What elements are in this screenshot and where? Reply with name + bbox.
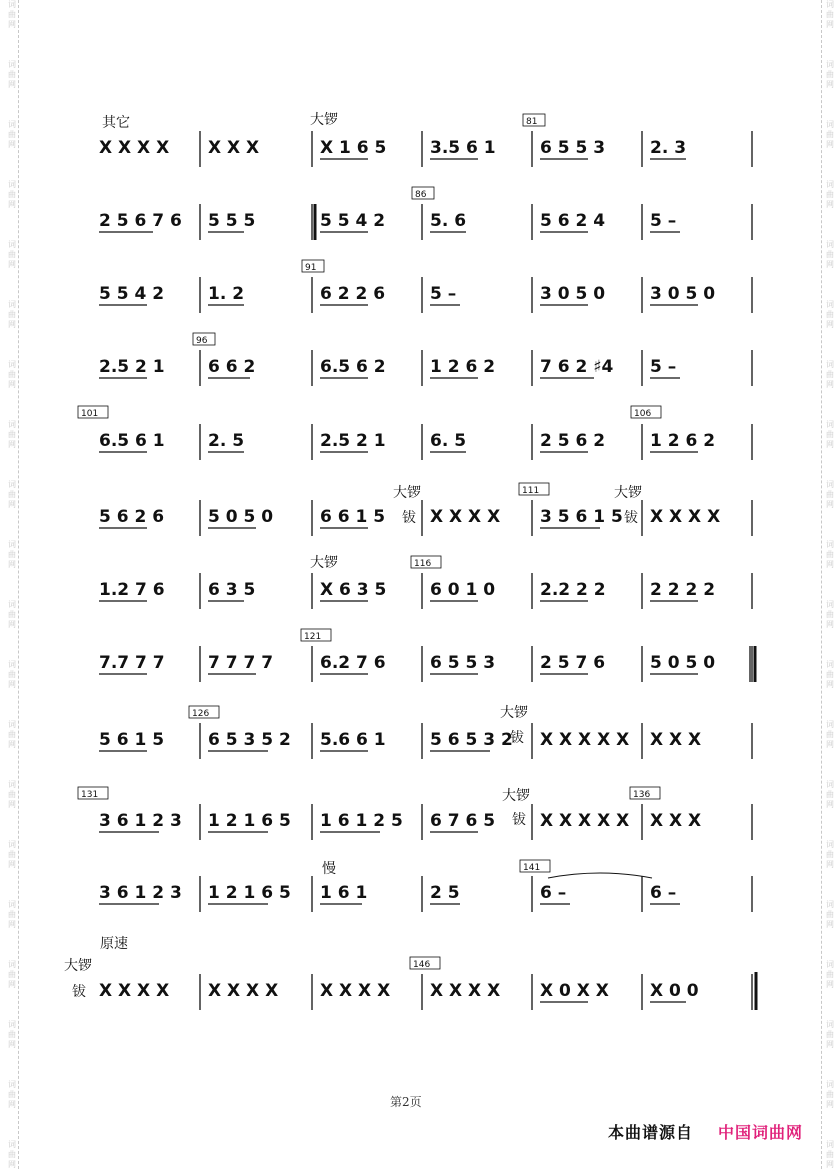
measure-notes: 6 – [650, 883, 677, 903]
instrument-mark-cymbal: 钹 [72, 984, 86, 1000]
source-site-link[interactable]: 中国词曲网 [718, 1123, 804, 1142]
right-watermark-text: 词 曲 网 [826, 720, 834, 749]
instrument-mark-gong: 大锣 [500, 705, 528, 721]
measure-notes: 5 5 4 2 [99, 284, 165, 304]
measure-notes: 6 5 5 3 [430, 653, 496, 673]
measure-notes: 5 5 5 [208, 211, 256, 231]
right-watermark-text: 词 曲 网 [826, 780, 834, 809]
instrument-mark-gong: 大锣 [614, 485, 642, 501]
measure-notes: 1. 2 [208, 284, 245, 304]
left-watermark-text: 词 曲 网 [8, 360, 16, 389]
measure-notes: X X X [208, 138, 260, 158]
measure-notes: 6 5 3 5 2 [208, 730, 291, 750]
measure-notes: 2. 5 [208, 431, 245, 451]
right-watermark-text: 词 曲 网 [826, 240, 834, 269]
rehearsal-number: 81 [526, 117, 538, 127]
instrument-mark-cymbal: 钹 [510, 730, 524, 746]
measure-notes: X X X [650, 811, 702, 831]
right-watermark-text: 词 曲 网 [826, 1140, 834, 1169]
right-watermark-text: 词 曲 网 [826, 1020, 834, 1049]
rehearsal-number: 141 [523, 863, 541, 873]
measure-notes: 1.2 7 6 [99, 580, 165, 600]
measure-notes: 6.2 7 6 [320, 653, 386, 673]
measure-notes: 3 0 5 0 [650, 284, 716, 304]
measure-notes: X X X X [650, 507, 721, 527]
left-watermark-text: 词 曲 网 [8, 240, 16, 269]
left-watermark-text: 词 曲 网 [8, 60, 16, 89]
measure-notes: X 1 6 5 [320, 138, 387, 158]
measure-notes: 2 5 6 2 [540, 431, 606, 451]
left-watermark-text: 词 曲 网 [8, 780, 16, 809]
right-watermark-text: 词 曲 网 [826, 360, 834, 389]
measure-notes: 5.6 6 1 [320, 730, 386, 750]
measure-notes: 3 6 1 2 3 [99, 883, 182, 903]
instrument-mark-other: 其它 [102, 115, 130, 131]
left-watermark-text: 词 曲 网 [8, 300, 16, 329]
measure-notes: X X X X [99, 981, 170, 1001]
measure-notes: 2 5 6 7 6 [99, 211, 182, 231]
right-watermark-text: 词 曲 网 [826, 60, 834, 89]
tie-arc [548, 873, 652, 878]
measure-notes: X 6 3 5 [320, 580, 387, 600]
measure-notes: 5 6 5 3 2 [430, 730, 513, 750]
right-watermark-text: 词 曲 网 [826, 840, 834, 869]
measure-notes: 5 – [650, 357, 677, 377]
measure-notes: 1 6 1 2 5 [320, 811, 403, 831]
measure-notes: X X X [650, 730, 702, 750]
measure-notes: 5 6 1 5 [99, 730, 165, 750]
left-watermark-text: 词 曲 网 [8, 1020, 16, 1049]
left-watermark-text: 词 曲 网 [8, 900, 16, 929]
left-watermark-text: 词 曲 网 [8, 480, 16, 509]
left-watermark-text: 词 曲 网 [8, 960, 16, 989]
measure-notes: 6 0 1 0 [430, 580, 496, 600]
measure-notes: 7 6 2 ♯4 [540, 357, 614, 377]
left-watermark-text: 词 曲 网 [8, 1140, 16, 1169]
measure-notes: 2.2 2 2 [540, 580, 606, 600]
measure-notes: 2 2 2 2 [650, 580, 716, 600]
measure-notes: 5 6 2 4 [540, 211, 606, 231]
source-label[interactable]: 本曲谱源自 [608, 1123, 694, 1142]
measure-notes: X X X X X [540, 730, 630, 750]
right-watermark-text: 词 曲 网 [826, 0, 834, 29]
measure-notes: 6 5 5 3 [540, 138, 606, 158]
measure-notes: 3 6 1 2 3 [99, 811, 182, 831]
rehearsal-number: 86 [415, 190, 427, 200]
page-number: 第2页 [390, 1095, 422, 1109]
rehearsal-number: 126 [192, 709, 210, 719]
left-watermark-text: 词 曲 网 [8, 600, 16, 629]
right-watermark-text: 词 曲 网 [826, 960, 834, 989]
instrument-mark-gong: 大锣 [64, 958, 92, 974]
measure-notes: X X X X [99, 138, 170, 158]
measure-notes: 1 2 1 6 5 [208, 811, 291, 831]
measure-notes: 2.5 2 1 [99, 357, 165, 377]
right-watermark-text: 词 曲 网 [826, 300, 834, 329]
rehearsal-number: 116 [414, 559, 432, 569]
right-watermark-text: 词 曲 网 [826, 120, 834, 149]
measure-notes: 6.5 6 1 [99, 431, 165, 451]
measure-notes: 5 – [430, 284, 457, 304]
measure-notes: 1 2 6 2 [430, 357, 496, 377]
tempo-mark-slow: 慢 [322, 861, 336, 877]
instrument-mark-gong: 大锣 [502, 788, 530, 804]
measure-notes: 2.5 2 1 [320, 431, 386, 451]
rehearsal-number: 111 [522, 486, 540, 496]
measure-notes: 6. 5 [430, 431, 467, 451]
measure-notes: 6.5 6 2 [320, 357, 386, 377]
measure-notes: 6 2 2 6 [320, 284, 386, 304]
measure-notes: 6 7 6 5 [430, 811, 496, 831]
instrument-mark-cymbal: 钹 [512, 812, 526, 828]
instrument-mark-gong: 大锣 [310, 112, 338, 128]
left-watermark-text: 词 曲 网 [8, 840, 16, 869]
measure-notes: 5 0 5 0 [650, 653, 716, 673]
measure-notes: 5 – [650, 211, 677, 231]
left-watermark-text: 词 曲 网 [8, 660, 16, 689]
measure-notes: 5 5 4 2 [320, 211, 386, 231]
right-watermark-text: 词 曲 网 [826, 420, 834, 449]
measure-notes: 3.5 6 1 [430, 138, 496, 158]
measure-notes: 1 2 6 2 [650, 431, 716, 451]
left-watermark-text: 词 曲 网 [8, 540, 16, 569]
measure-notes: 7.7 7 7 [99, 653, 165, 673]
measure-notes: 3 5 6 1 5 [540, 507, 623, 527]
rehearsal-number: 101 [81, 409, 99, 419]
measure-notes: 6 6 2 [208, 357, 256, 377]
measure-notes: X X X X [430, 507, 501, 527]
instrument-mark-gong: 大锣 [393, 485, 421, 501]
measure-notes: 6 6 1 5 [320, 507, 386, 527]
measure-notes: 3 0 5 0 [540, 284, 606, 304]
left-watermark-text: 词 曲 网 [8, 0, 16, 29]
rehearsal-number: 91 [305, 263, 317, 273]
measure-notes: 6 3 5 [208, 580, 256, 600]
left-watermark-text: 词 曲 网 [8, 1080, 16, 1109]
measure-notes: X X X X [430, 981, 501, 1001]
left-watermark-text: 词 曲 网 [8, 180, 16, 209]
right-watermark-text: 词 曲 网 [826, 600, 834, 629]
tempo-mark-original: 原速 [100, 936, 128, 952]
measure-notes: 1 6 1 [320, 883, 368, 903]
rehearsal-number: 121 [304, 632, 322, 642]
measure-notes: 2. 3 [650, 138, 687, 158]
left-watermark-text: 词 曲 网 [8, 420, 16, 449]
right-watermark-text: 词 曲 网 [826, 480, 834, 509]
rehearsal-number: 146 [413, 960, 431, 970]
measure-notes: 7 7 7 7 [208, 653, 274, 673]
left-watermark-text: 词 曲 网 [8, 120, 16, 149]
rehearsal-number: 106 [634, 409, 652, 419]
instrument-mark-cymbal: 钹 [402, 510, 416, 526]
rehearsal-number: 131 [81, 790, 99, 800]
right-watermark-text: 词 曲 网 [826, 660, 834, 689]
measure-notes: X X X X [320, 981, 391, 1001]
rehearsal-number: 96 [196, 336, 208, 346]
instrument-mark-cymbal: 钹 [624, 510, 638, 526]
measure-notes: X X X X [208, 981, 279, 1001]
measure-notes: 2 5 [430, 883, 460, 903]
right-watermark-text: 词 曲 网 [826, 180, 834, 209]
measure-notes: 5. 6 [430, 211, 467, 231]
measure-notes: 6 – [540, 883, 567, 903]
left-watermark-text: 词 曲 网 [8, 720, 16, 749]
right-watermark-text: 词 曲 网 [826, 1080, 834, 1109]
instrument-mark-gong: 大锣 [310, 555, 338, 571]
measure-notes: X 0 0 [650, 981, 699, 1001]
right-watermark-text: 词 曲 网 [826, 540, 834, 569]
right-watermark-text: 词 曲 网 [826, 900, 834, 929]
measure-notes: X X X X X [540, 811, 630, 831]
measure-notes: 2 5 7 6 [540, 653, 606, 673]
measure-notes: 5 6 2 6 [99, 507, 165, 527]
measure-notes: X 0 X X [540, 981, 609, 1001]
measure-notes: 5 0 5 0 [208, 507, 274, 527]
measure-notes: 1 2 1 6 5 [208, 883, 291, 903]
rehearsal-number: 136 [633, 790, 651, 800]
